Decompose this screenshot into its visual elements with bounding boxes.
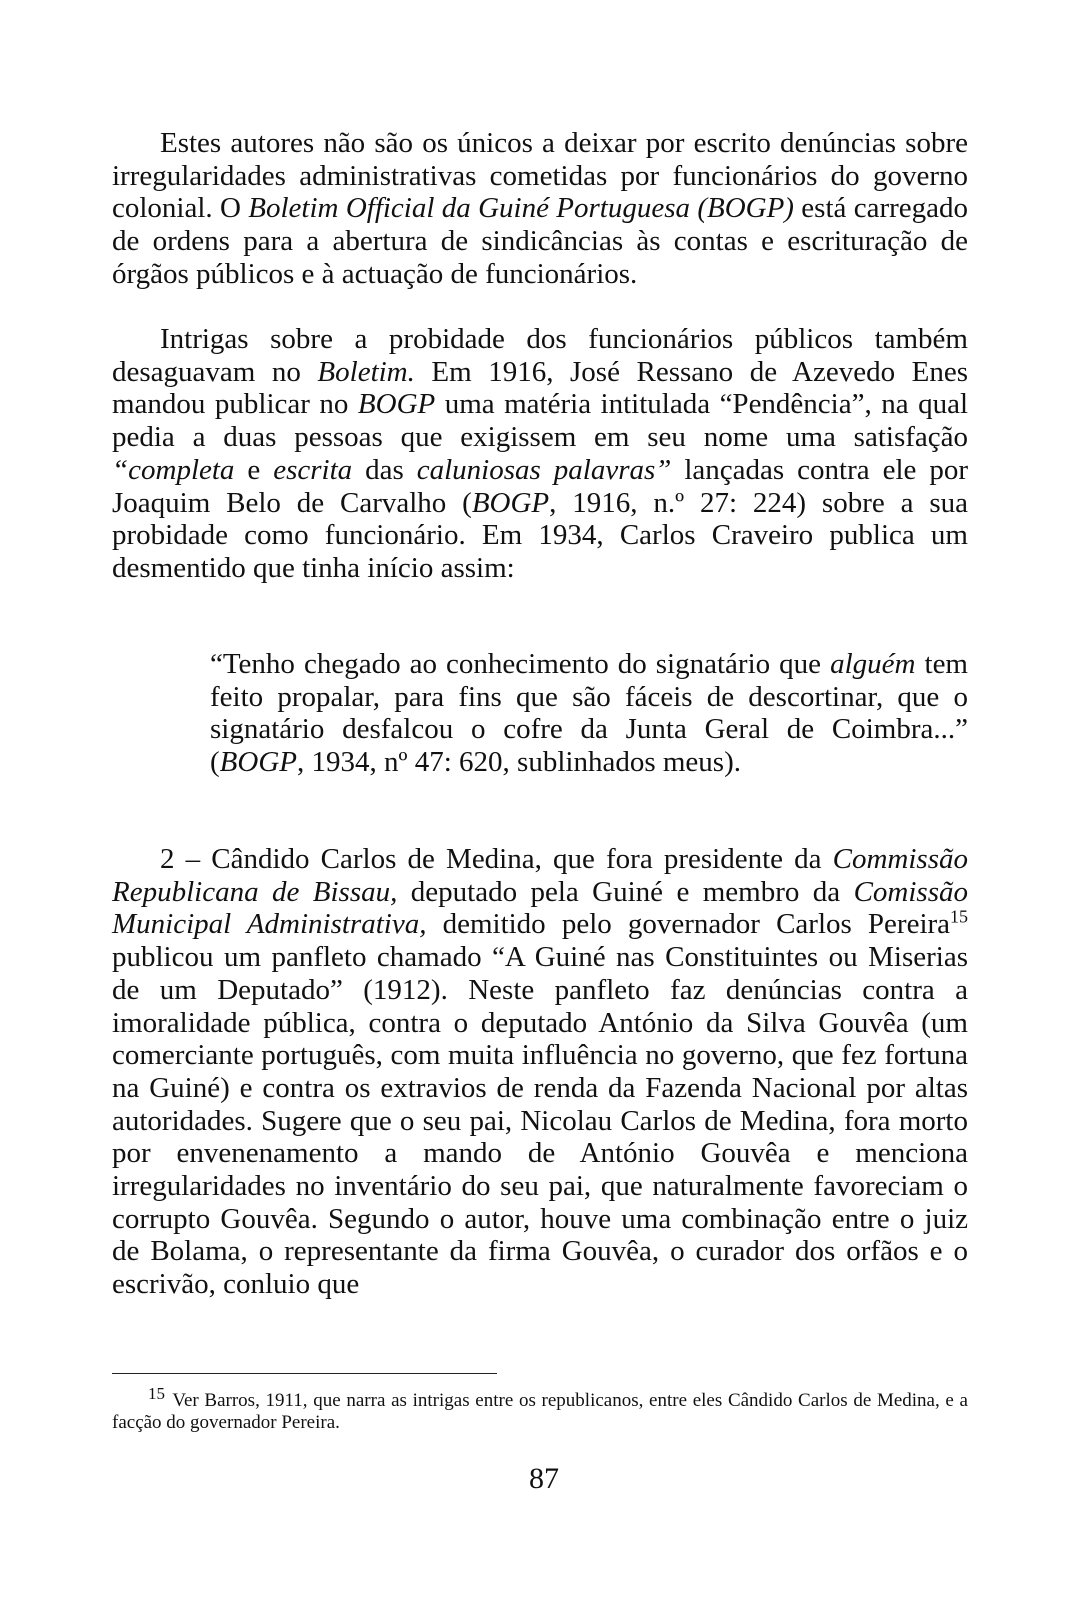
paragraph-2-text-2: Em 1916, José Ressano de Azevedo Enes mandou publicar no <box>112 355 968 421</box>
paragraph-2-italic-2: BOGP <box>357 388 436 421</box>
paragraph-2-italic-5: caluniosas palavras” <box>416 453 672 486</box>
quote-italic-1: alguém <box>830 648 916 680</box>
footnote-number: 15 <box>148 1383 165 1403</box>
paragraph-2-text-6: lançadas contra ele por Joaquim Belo de Carvalho ( <box>112 453 968 519</box>
paragraph-2-text-1: Intrigas sobre a probidade dos funcionários públicos também desaguavam no <box>112 323 968 388</box>
paragraph-2-italic-6: BOGP <box>471 486 550 519</box>
paragraph-2-text-7: , 1916, n.º 27: 224) sobre a sua probidade como funcionário. Em 1934, Carlos Craveiro publica um desmentido que tinha início assim: <box>112 486 968 584</box>
paragraph-3-text-3: demitido pelo governador Carlos Pereira <box>426 908 951 941</box>
paragraph-1-text-2: está carregado de ordens para a abertura de sindicâncias às contas e escrituração de órgãos públicos e à actuação de funcionários. <box>112 192 969 290</box>
paragraph-2-text-3: uma matéria intitulada “Pendência”, na qual pedia a duas pessoas que exigissem em seu nome uma satisfação <box>112 388 968 454</box>
paragraph-3-italic-2: Comissão Municipal Administrativa, <box>112 875 968 941</box>
block-quote <box>210 648 968 779</box>
quote-text-1: “Tenho chegado ao conhecimento do signatário que <box>210 648 831 680</box>
paragraph-3-text-4: publicou um panfleto chamado “A Guiné nas Constituintes ou Miserias de um Deputado” (1912). Neste panfleto faz denúncias contra a imoralidade pública, contra o deputado António da Silva Gouvêa (um comerciante português, com muita influência no governo, que fez fortuna na Guiné) e contra os extravios de renda da Fazenda Nacional por altas autoridades. Sugere que o seu pai, Nicolau Carlos de Medina, fora morto por envenenamento a mando de António Gouvêa e menciona irregularidades no inventário do seu pai, que naturalmente favoreciam o corrupto Gouvêa. Segundo o autor, houve uma combinação entre o juiz de Bolama, o representante da firma Gouvêa, o curador dos orfãos e o escrivão, conluio que <box>112 941 968 1301</box>
paragraph-2 <box>112 323 968 585</box>
footnote <box>112 1383 968 1434</box>
paragraph-2-italic-4: escrita <box>273 453 353 486</box>
paragraph-1 <box>112 127 968 291</box>
paragraph-2-text-5: das <box>352 453 417 486</box>
paragraph-1-italic-1: Boletim Official da Guiné Portuguesa (BOGP) <box>248 192 794 225</box>
footnote-divider <box>112 1373 497 1374</box>
footnote-reference[interactable]: 15 <box>950 906 969 927</box>
paragraph-3 <box>112 843 968 1301</box>
paragraph-3-italic-1: Commissão Republicana de Bissau, <box>112 843 968 908</box>
paragraph-1-text-1: Estes autores não são os únicos a deixar por escrito denúncias sobre irregularidades administrativas cometidas por funcionários do governo colonial. O <box>112 127 968 225</box>
quote-text-2: tem feito propalar, para fins que são fáceis de descortinar, que o signatário desfalcou o cofre da Junta Geral de Coimbra...” ( <box>210 648 968 779</box>
quote-italic-2: BOGP <box>219 746 297 779</box>
paragraph-2-italic-1: Boletim. <box>317 355 415 388</box>
paragraph-3-text-1: 2 – Cândido Carlos de Medina, que fora presidente da <box>160 843 833 875</box>
footnote-text: Ver Barros, 1911, que narra as intrigas entre os republicanos, entre eles Cândido Carlos de Medina, e a facção do governador Pereira. <box>112 1390 968 1433</box>
paragraph-2-italic-3: “completa <box>112 453 235 486</box>
paragraph-3-text-2: deputado pela Guiné e membro da <box>397 875 854 908</box>
paragraph-2-text-4: e <box>234 453 274 486</box>
quote-text-3: , 1934, nº 47: 620, sublinhados meus). <box>297 746 741 779</box>
page-number: 87 <box>529 1462 559 1495</box>
